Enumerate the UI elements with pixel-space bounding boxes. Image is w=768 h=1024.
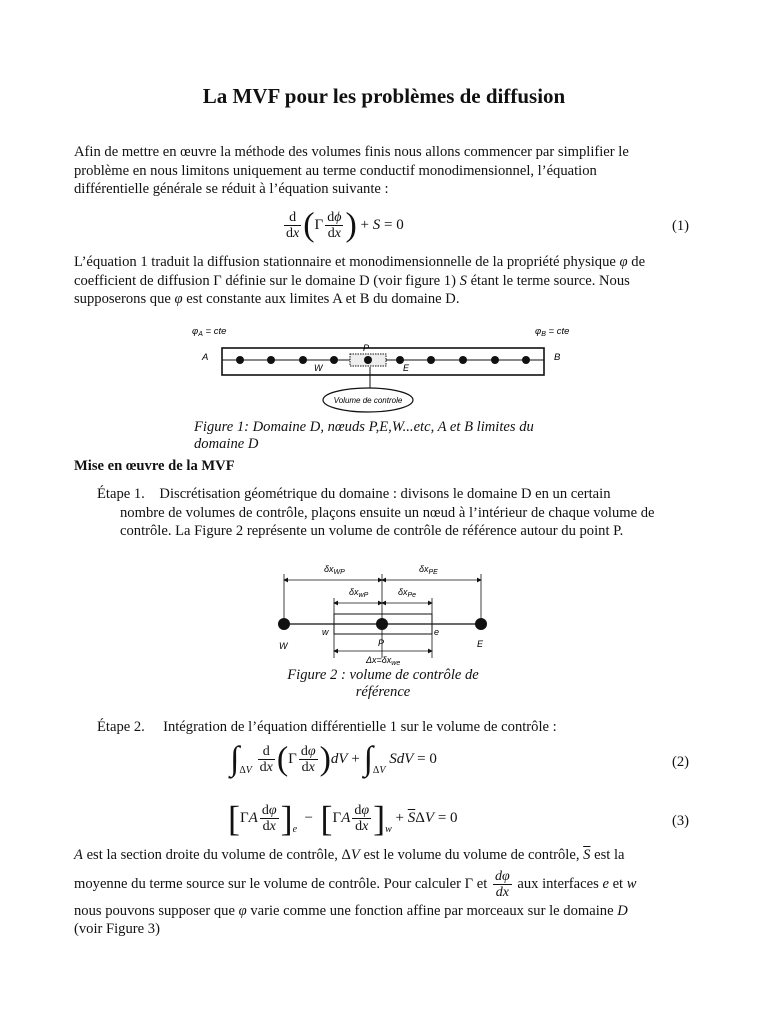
equation-2: $\int_{\Delta V}$ $\frac{d}{dx}$ (Γ $\frac{d\varphi}{dx}$ )$dV + \int_{\Delta V}$ SdV = 0 xyxy=(230,740,437,778)
text: coefficient de diffusion Γ définie sur le domaine D (voir figure 1) xyxy=(74,272,456,289)
intro-line: Afin de mettre en œuvre la méthode des volumes finis nous allons commencer par simplifier le xyxy=(74,144,629,160)
text: est la section droite du volume de contrôle, xyxy=(86,847,338,863)
phi-a-label: $\varphi_A$ = cte xyxy=(192,326,227,338)
paragraph-2: L’équation 1 traduit la diffusion stationnaire et monodimensionnelle de la propriété physique φ de coefficient de diffusion Γ définie sur le domaine D (voir figure 1) S étant le terme source. Nous supposerons que φ est constante aux limites A et B du domaine D. xyxy=(74,254,646,307)
node-p xyxy=(376,618,388,630)
node xyxy=(491,356,499,364)
text: varie comme une fonction affine par morceaux sur le domaine xyxy=(250,902,614,919)
text: (voir Figure 3) xyxy=(74,921,160,937)
node xyxy=(330,356,338,364)
caption-line: Figure 1: Domaine D, nœuds P,E,W...etc, A et B limites du xyxy=(194,419,534,435)
figure-2-caption xyxy=(240,667,526,701)
label-e-node: E xyxy=(477,639,484,649)
label-e-face: e xyxy=(434,627,440,637)
equation-1: $\frac{d}{dx}$ (Γ $\frac{d\phi}{dx}$ ) + S = 0 xyxy=(286,206,404,244)
page-title: La MVF pour les problèmes de diffusion xyxy=(202,84,566,108)
node-w xyxy=(278,618,290,630)
text: aux interfaces xyxy=(517,875,599,892)
node xyxy=(427,356,435,364)
label-e: E xyxy=(403,363,410,373)
intro-paragraph xyxy=(74,143,629,199)
text: nombre de volumes de contrôle, plaçons ensuite un nœud à l’intérieur de chaque volume de xyxy=(120,504,655,521)
volume-label: Volume de controle xyxy=(333,396,403,405)
text: supposerons que xyxy=(74,291,171,307)
step-label: Étape 1. xyxy=(97,486,145,502)
figure-2-diagram xyxy=(274,560,494,668)
caption-line: domaine D xyxy=(194,436,259,452)
text: Discrétisation géométrique du domaine : divisons le domaine D en un certain xyxy=(159,486,611,502)
text: moyenne du terme source sur le volume de contrôle. Pour calculer Γ et xyxy=(74,875,488,892)
text: et xyxy=(612,875,624,892)
label-w-face: w xyxy=(322,627,329,637)
step-label: Étape 2. xyxy=(97,719,145,735)
caption-line: référence xyxy=(355,684,411,700)
intro-line: problème en nous limitons uniquement au terme conductif monodimensionnel, l’équation xyxy=(74,162,597,179)
figure-1-diagram xyxy=(190,320,590,415)
caption-line: Figure 2 : volume de contrôle de xyxy=(287,667,479,683)
equation-1-number: (1) xyxy=(672,218,690,234)
label-b: B xyxy=(554,352,561,363)
node xyxy=(236,356,244,364)
node xyxy=(299,356,307,364)
node-e xyxy=(475,618,487,630)
equation-3-number: (3) xyxy=(672,813,690,829)
step-1 xyxy=(97,485,737,541)
dx-pe-label: $\delta x_{PE}$ xyxy=(419,564,438,576)
text: étant le terme source. Nous xyxy=(470,272,630,289)
label-a: A xyxy=(202,352,209,363)
text: de xyxy=(631,254,646,270)
equation-3: [ΓA $\frac{d\varphi}{dx}$ ]$_e - [\Gamma A$ $\frac{d\varphi}{dx}$ ]$_w + \overline{S}\Delta V = 0$ xyxy=(228,798,458,839)
text: contrôle. La Figure 2 représente un volume de contrôle de référence autour du point P. xyxy=(120,523,624,539)
node-p xyxy=(364,356,372,364)
node xyxy=(522,356,530,364)
dx-label: $\Delta x=\delta x_{we}$ xyxy=(366,655,401,667)
node xyxy=(459,356,467,364)
equation-2-number: (2) xyxy=(672,754,690,770)
section-heading: Mise en œuvre de la MVF xyxy=(74,458,235,474)
paragraph-3: A est la section droite du volume de contrôle, ΔV est le volume du volume de contrôle, $\overline{S}$ est la moyenne du terme source sur le volume de contrôle. Pour calculer Γ et $\frac{d\varphi}{dx}$ aux interfaces e et w nous pouvons supposer que φ varie comme une fonction affine par morceaux sur le domaine D (voir Figure 3) xyxy=(74,846,724,939)
figure-1-caption xyxy=(194,419,534,453)
step-2 xyxy=(97,718,557,737)
dx-wp-label: $\delta x_{WP}$ xyxy=(324,564,345,576)
text: est le volume du volume de contrôle, xyxy=(363,847,580,863)
text: nous pouvons supposer que xyxy=(74,902,235,919)
phi-b-label: $\varphi_B$ = cte xyxy=(535,326,570,338)
text: L’équation 1 traduit la diffusion stationnaire et monodimensionnelle de la propriété physique xyxy=(74,254,616,270)
text: est constante aux limites A et B du domaine D. xyxy=(186,291,460,307)
label-p: P xyxy=(363,343,370,353)
node xyxy=(267,356,275,364)
label-w-node: W xyxy=(279,641,288,651)
text: est la xyxy=(594,847,625,863)
text: Intégration de l’équation différentielle 1 sur le volume de contrôle : xyxy=(163,719,557,735)
label-w: W xyxy=(314,363,323,373)
label-p-node: P xyxy=(378,638,385,648)
dx-pe-small-label: $\delta x_{Pe}$ xyxy=(398,587,417,599)
intro-line: différentielle générale se réduit à l’équation suivante : xyxy=(74,181,389,197)
dx-wp-small-label: $\delta x_{wP}$ xyxy=(349,587,369,599)
